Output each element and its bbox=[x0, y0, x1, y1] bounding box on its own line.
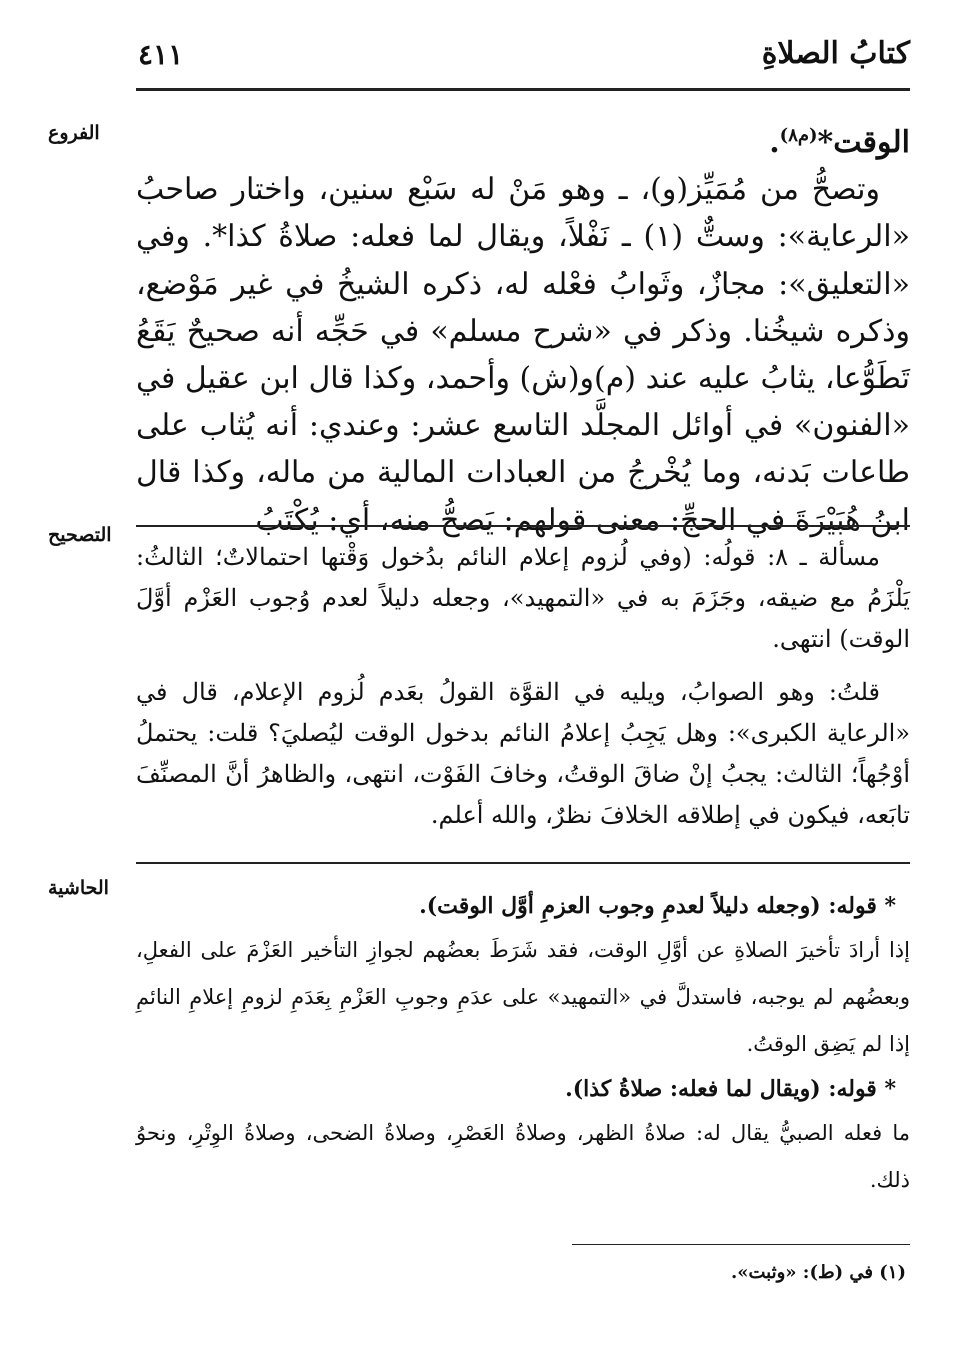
furu-heading-end: . bbox=[769, 125, 780, 160]
side-label-tashih: التصحيح bbox=[48, 524, 112, 546]
hashiya-qawl-2: * قوله: (ويقال لما فعله: صلاةُ كذا). bbox=[565, 1076, 896, 1102]
tashih-section bbox=[136, 537, 910, 836]
tashih-paragraph-1: مسألة ـ ٨: قولُه: (وفي لُزوم إعلام النائم بدُخول وَقْتها احتمالاتٌ؛ الثالثُ: يَلْزَمُ مع ضيقه، وجَزَمَ به في «التمهيد»، وجعله دليلاً لعدم وُجوب العَزْم أوَّلَ الوقت) انتهى. bbox=[136, 543, 910, 653]
hashiya-section bbox=[136, 885, 910, 1204]
page-number: ٤١١ bbox=[138, 38, 184, 71]
section-divider-1 bbox=[136, 525, 910, 527]
furu-heading-marker: (م٨) bbox=[779, 125, 818, 146]
tashih-paragraph-2: قلتُ: وهو الصوابُ، ويليه في القوَّة القولُ بعَدم لُزوم الإعلام، قال في «الرعاية الكبرى»: وهل يَجِبُ إعلامُ النائم بدخول الوقت ليُصليَ؟ قلت: يحتملُ أوْجُهاً؛ الثالث: يجبُ إنْ ضاقَ الوقتُ، وخافَ الفَوْت، انتهى، والظاهرُ أنَّ المصنِّفَ تابَعه، فيكون في إطلاقه الخلافَ نظرٌ، والله أعلم. bbox=[136, 678, 910, 829]
hashiya-qawl-1: * قوله: (وجعله دليلاً لعدمِ وجوب العزمِ أوَّل الوقت). bbox=[419, 893, 896, 919]
hashiya-body-2: ما فعله الصبيُّ يقال له: صلاةُ الظهر، وصلاةُ العَصْرِ، وصلاةُ الضحى، وصلاةُ الوِتْرِ، ونحوُ ذلك. bbox=[136, 1121, 910, 1192]
footnote: (١) في (ط): «وثبت». bbox=[730, 1262, 906, 1283]
furu-heading bbox=[136, 112, 910, 166]
furu-paragraph: وتصحُّ من مُمَيِّز(و)، ـ وهو مَنْ له سَبْع سنين، واختار صاحبُ «الرعاية»: وستٌّ (١) ـ نَفْلاً، ويقال لما فعله: صلاةُ كذا*. وفي «التعليق»: مجازٌ، وثَوابُ فعْله له، ذكره الشيخُ في غير مَوْضع، وذكره شيخُنا. وذكر في «شرح مسلم» في حَجِّه أنه صحيحٌ يَقَعُ تَطَوُّعا، يثابُ عليه عند (م)و(ش) وأحمد، وكذا قال ابن عقيل في «الفنون» في أوائل المجلَّد التاسع عشر: وعندي: أنه يُثاب على طاعات بَدنه، وما يُخْرجُ من العبادات المالية من ماله، وكذا قال ابنُ هُبَيْرَةَ في الحجِّ: معنى قولهم: يَصحُّ منه، أي: يُكْتَبُ bbox=[136, 172, 910, 538]
side-label-furu: الفروع bbox=[48, 122, 100, 144]
side-label-hashiya: الحاشية bbox=[48, 877, 109, 899]
hashiya-body-1: إذا أرادَ تأخيرَ الصلاةِ عن أوَّلِ الوقت، فقد شَرَطَ بعضُهم لجوازِ التأخير العَزْمَ على الفعلِ، وبعضُهم لم يوجبه، فاستدلَّ في «التمهيد» على عدَمِ وجوبِ العَزْمِ بِعَدَمِ لزومِ إعلامِ النائمِ إذا لم يَضِق الوقتُ. bbox=[136, 938, 910, 1056]
furu-heading-text: الوقت* bbox=[817, 125, 910, 160]
footnote-rule bbox=[572, 1244, 910, 1245]
running-title: كتابُ الصلاةِ bbox=[761, 36, 910, 71]
section-divider-2 bbox=[136, 862, 910, 864]
furu-section bbox=[136, 112, 910, 544]
header-rule bbox=[136, 88, 910, 91]
